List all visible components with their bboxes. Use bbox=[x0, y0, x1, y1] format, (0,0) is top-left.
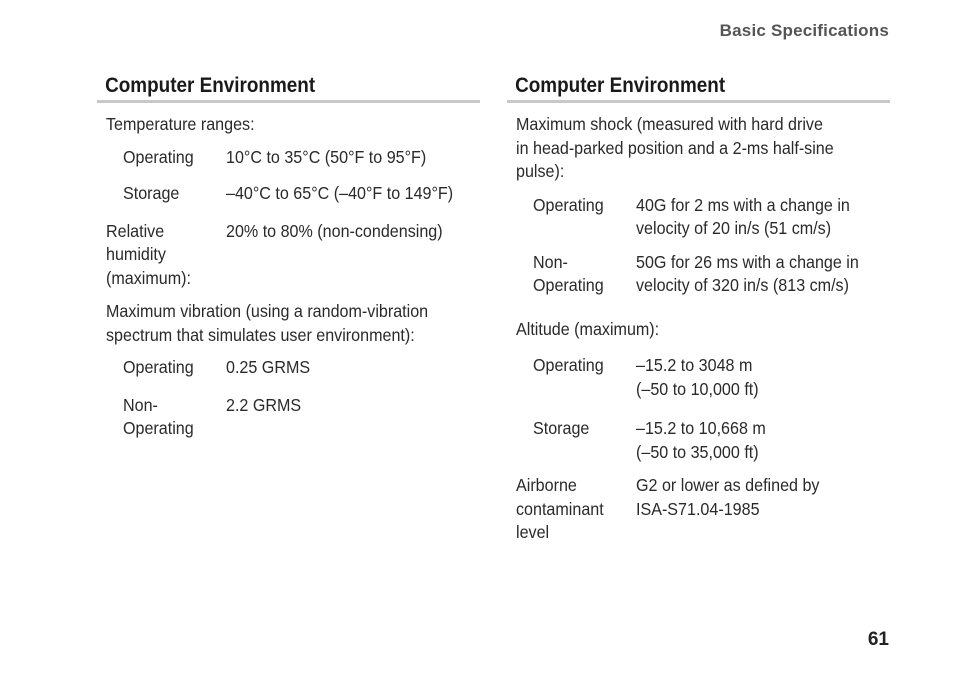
row-value: –40°C to 65°C (–40°F to 149°F) bbox=[226, 183, 454, 203]
row-value: 10°C to 35°C (50°F to 95°F) bbox=[226, 146, 427, 167]
altitude-row-operating bbox=[516, 354, 890, 401]
left-section-title: Computer Environment bbox=[105, 74, 316, 97]
row-value: 2.2 GRMS bbox=[226, 394, 302, 415]
left-content bbox=[97, 113, 480, 441]
row-value: G2 or lower as defined by ISA-S71.04-1985 bbox=[636, 475, 820, 519]
humidity-row bbox=[106, 220, 480, 291]
row-value: 0.25 GRMS bbox=[226, 357, 311, 377]
right-title-rule bbox=[507, 74, 890, 103]
row-label: Non- Operating bbox=[123, 394, 194, 438]
shock-intro: Maximum shock (measured with hard drive in head-parked position and a 2-ms half-sine pulse): bbox=[516, 114, 834, 181]
row-value: –15.2 to 10,668 m (–50 to 35,000 ft) bbox=[636, 418, 766, 462]
temperature-intro: Temperature ranges: bbox=[106, 114, 255, 134]
page-number: 61 bbox=[867, 629, 889, 650]
row-value: 50G for 26 ms with a change in velocity of 320 in/s (813 cm/s) bbox=[636, 251, 859, 295]
shock-row-operating bbox=[516, 194, 890, 241]
row-value: 40G for 2 ms with a change in velocity of 20 in/s (51 cm/s) bbox=[636, 194, 850, 238]
right-content bbox=[507, 113, 890, 545]
right-column bbox=[507, 74, 890, 545]
altitude-intro: Altitude (maximum): bbox=[516, 318, 660, 339]
right-section-title: Computer Environment bbox=[515, 74, 726, 97]
altitude-row-storage bbox=[516, 417, 890, 464]
row-value: 20% to 80% (non-condensing) bbox=[226, 220, 443, 241]
row-label: Operating bbox=[533, 194, 604, 215]
vibration-row-nonoperating bbox=[106, 394, 480, 441]
row-label: Non- Operating bbox=[533, 251, 604, 295]
row-label: Storage bbox=[123, 183, 180, 203]
temp-row-storage bbox=[106, 182, 480, 206]
row-label: Operating bbox=[533, 355, 604, 375]
row-label: Operating bbox=[123, 146, 194, 167]
left-title-rule bbox=[97, 74, 480, 103]
temp-row-operating bbox=[106, 146, 480, 170]
page-header: Basic Specifications bbox=[719, 21, 889, 40]
vibration-row-operating bbox=[106, 356, 480, 380]
vibration-intro: Maximum vibration (using a random-vibration spectrum that simulates user environment): bbox=[106, 301, 429, 345]
left-column bbox=[97, 74, 480, 441]
row-label: Airborne contaminant level bbox=[516, 475, 604, 542]
shock-row-nonoperating bbox=[516, 251, 890, 298]
row-label: Storage bbox=[533, 418, 590, 438]
contaminant-row bbox=[516, 474, 890, 545]
row-label: Operating bbox=[123, 357, 194, 377]
row-value: –15.2 to 3048 m (–50 to 10,000 ft) bbox=[636, 355, 759, 399]
row-label: Relative humidity (maximum): bbox=[106, 220, 191, 288]
